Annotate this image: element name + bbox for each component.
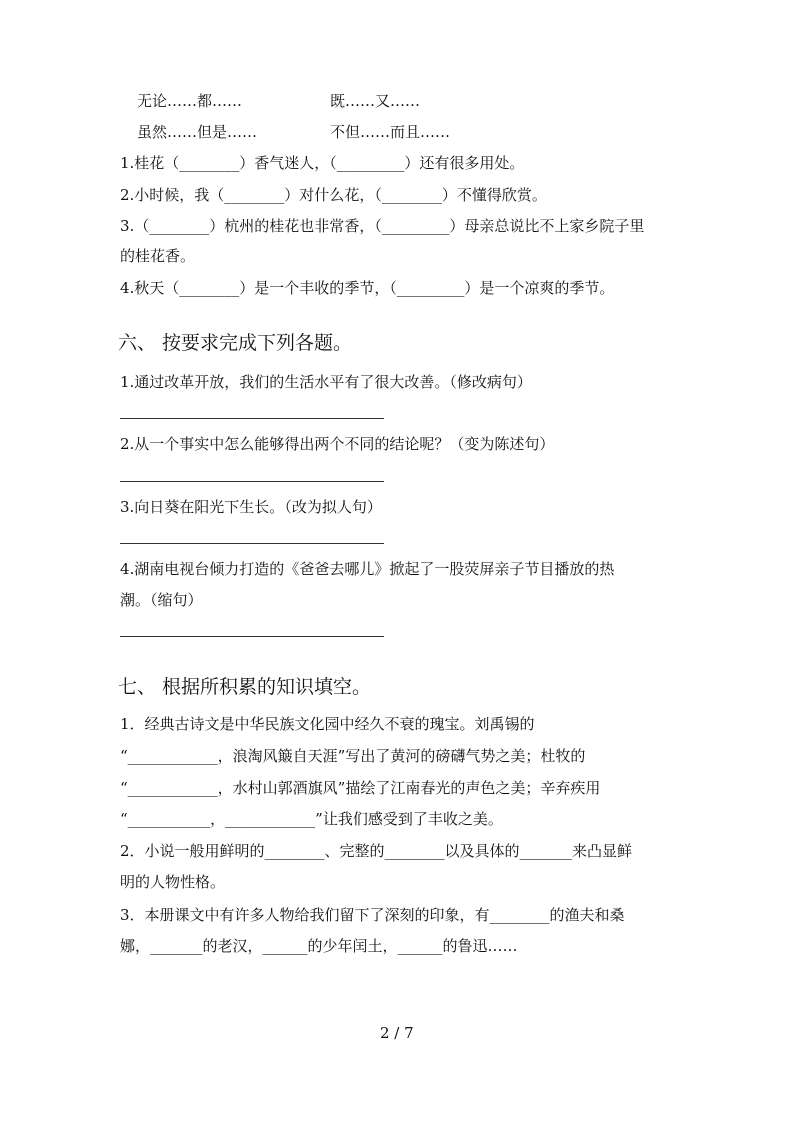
exercise-question: 2.从一个事实中怎么能够得出两个不同的结论呢？（变为陈述句）: [120, 435, 555, 453]
knowledge-text-line: “____________，水村山郭酒旗风”描绘了江南春光的声色之美；辛弃疾用: [120, 779, 601, 797]
section-heading: 七、 根据所积累的知识填空。: [118, 676, 372, 698]
answer-line[interactable]: [120, 543, 384, 544]
knowledge-text-line: “___________，____________”让我们感受到了丰收之美。: [120, 810, 503, 828]
knowledge-text-line: 3．本册课文中有许多人物给我们留下了深刻的印象，有________的渔夫和桑: [120, 906, 625, 924]
exercise-question-continued: 潮。（缩句）: [120, 591, 203, 609]
fill-in-question: 4.秋天（________）是一个丰收的季节，（_________）是一个凉爽的季节。: [120, 279, 615, 297]
answer-line[interactable]: [120, 418, 384, 419]
knowledge-text-line: 明的人物性格。: [120, 873, 226, 891]
exercise-question: 1.通过改革开放，我们的生活水平有了很大改善。（修改病句）: [120, 373, 532, 391]
answer-line[interactable]: [120, 636, 384, 637]
exercise-question: 4.湖南电视台倾力打造的《爸爸去哪儿》掀起了一股荧屏亲子节目播放的热: [120, 560, 615, 578]
fill-in-question: 3.（________）杭州的桂花也非常香，（_________）母亲总说比不上家乡院子里: [120, 217, 645, 235]
exercise-question: 3.向日葵在阳光下生长。（改为拟人句）: [120, 498, 382, 516]
knowledge-text-line: 1．经典古诗文是中华民族文化园中经久不衰的瑰宝。刘禹锡的: [120, 715, 535, 733]
fill-in-question-continued: 的桂花香。: [120, 247, 196, 265]
section-heading: 六、 按要求完成下列各题。: [118, 332, 353, 354]
fill-in-question: 1.桂花（________）香气迷人，（_________）还有很多用处。: [120, 154, 525, 172]
conjunction-option: 不但……而且……: [330, 123, 451, 141]
conjunction-option: 虽然……但是……: [137, 123, 258, 141]
knowledge-text-line: 2．小说一般用鲜明的________、完整的________以及具体的_______来凸显鲜: [120, 842, 633, 860]
conjunction-option: 无论……都……: [137, 92, 243, 110]
knowledge-text-line: “____________，浪淘风簸自天涯”写出了黄河的磅礴气势之美；杜牧的: [120, 747, 586, 765]
fill-in-question: 2.小时候，我（________）对什么花，（________）不懂得欣赏。: [120, 186, 547, 204]
answer-line[interactable]: [120, 481, 384, 482]
knowledge-text-line: 娜，_______的老汉，______的少年闰土，______的鲁迅……: [120, 937, 518, 955]
page-number: 2 / 7: [380, 1024, 414, 1042]
conjunction-option: 既……又……: [330, 92, 421, 110]
